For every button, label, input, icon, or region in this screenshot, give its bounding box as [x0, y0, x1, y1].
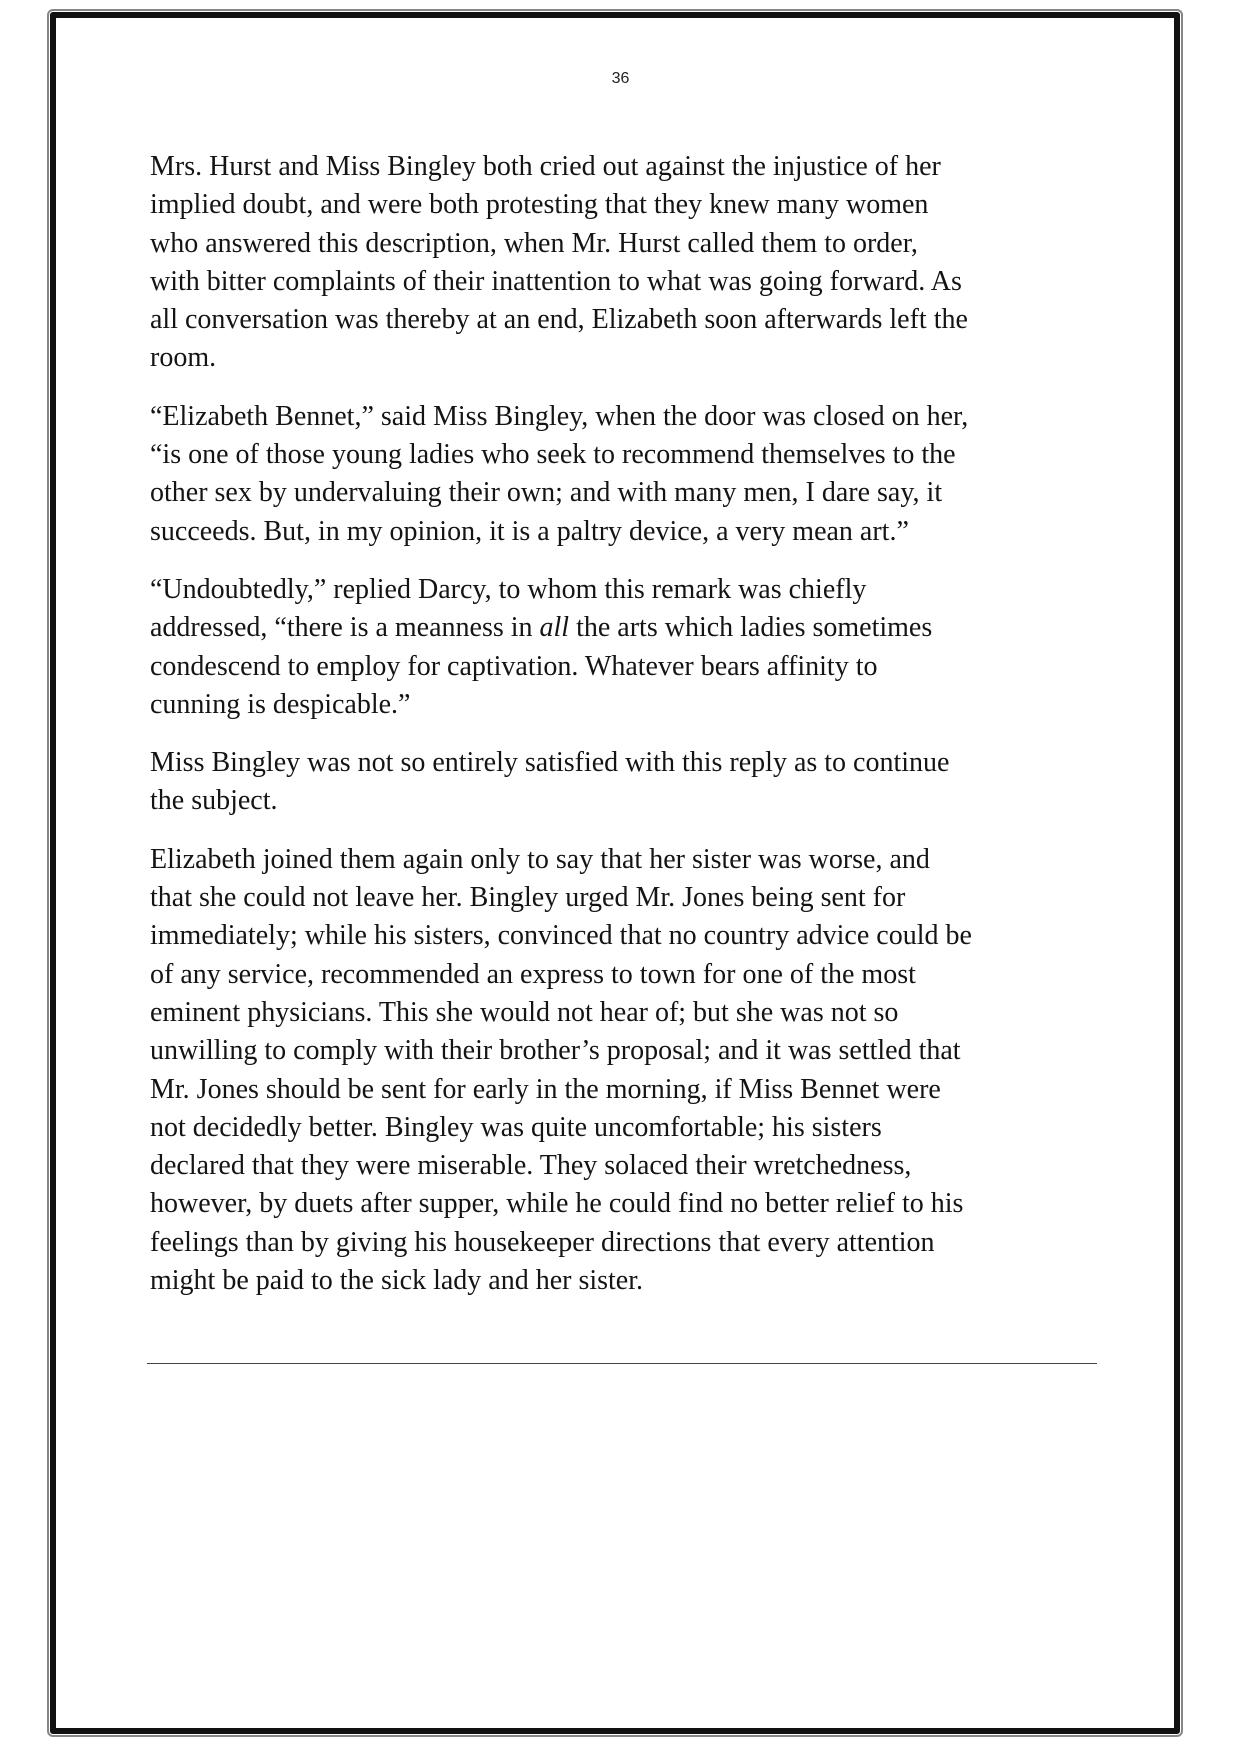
text-line: “Elizabeth Bennet,” said Miss Bingley, when the door was closed on her,: [150, 400, 969, 432]
text-line: implied doubt, and were both protesting that they knew many women: [150, 189, 929, 221]
text-line: eminent physicians. This she would not hear of; but she was not so: [150, 996, 899, 1028]
text-line: condescend to employ for captivation. Whatever bears affinity to: [150, 650, 878, 682]
text-line: who answered this description, when Mr. Hurst called them to order,: [150, 227, 918, 259]
text-line: room.: [150, 342, 217, 374]
page-number: 36: [611, 70, 630, 87]
paragraph-3: [150, 571, 1100, 724]
text-line-with-italic: [150, 609, 1100, 647]
paragraph-1: [150, 148, 1100, 378]
text-line: immediately; while his sisters, convinced that no country advice could be: [150, 920, 972, 952]
paragraph-5: [150, 841, 1100, 1301]
text-line: “Undoubtedly,” replied Darcy, to whom this remark was chiefly: [150, 573, 867, 605]
section-divider: [147, 1363, 1097, 1364]
text-line: might be paid to the sick lady and her sister.: [150, 1265, 644, 1297]
text-line: Mr. Jones should be sent for early in the morning, if Miss Bennet were: [150, 1073, 941, 1105]
text-line: “is one of those young ladies who seek to recommend themselves to the: [150, 439, 956, 471]
text-line: succeeds. But, in my opinion, it is a paltry device, a very mean art.”: [150, 515, 909, 547]
text-line: not decidedly better. Bingley was quite uncomfortable; his sisters: [150, 1111, 882, 1143]
text-line: Miss Bingley was not so entirely satisfied with this reply as to continue: [150, 747, 950, 779]
text-line: other sex by undervaluing their own; and with many men, I dare say, it: [150, 477, 943, 509]
paragraph-2: [150, 398, 1100, 551]
text-line: Elizabeth joined them again only to say that her sister was worse, and: [150, 843, 930, 875]
text-line: of any service, recommended an express to town for one of the most: [150, 958, 916, 990]
text-line: declared that they were miserable. They solaced their wretchedness,: [150, 1150, 912, 1182]
text-segment: the arts which ladies sometimes: [569, 612, 933, 644]
text-segment: addressed, “there is a meanness in: [150, 612, 540, 644]
text-line: Mrs. Hurst and Miss Bingley both cried out against the injustice of her: [150, 151, 941, 182]
text-line: the subject.: [150, 785, 278, 817]
italic-word: all: [539, 612, 570, 644]
text-line: that she could not leave her. Bingley urged Mr. Jones being sent for: [150, 882, 906, 914]
text-line: with bitter complaints of their inattention to what was going forward. As: [150, 265, 962, 297]
text-line: all conversation was thereby at an end, Elizabeth soon afterwards left the: [150, 304, 968, 336]
body-text: [150, 148, 1100, 1320]
text-line: unwilling to comply with their brother’s proposal; and it was settled that: [150, 1035, 961, 1067]
text-line: however, by duets after supper, while he could find no better relief to his: [150, 1188, 964, 1220]
text-line: cunning is despicable.”: [150, 688, 411, 720]
paragraph-4: [150, 744, 1100, 821]
text-line: feelings than by giving his housekeeper directions that every attention: [150, 1226, 935, 1258]
